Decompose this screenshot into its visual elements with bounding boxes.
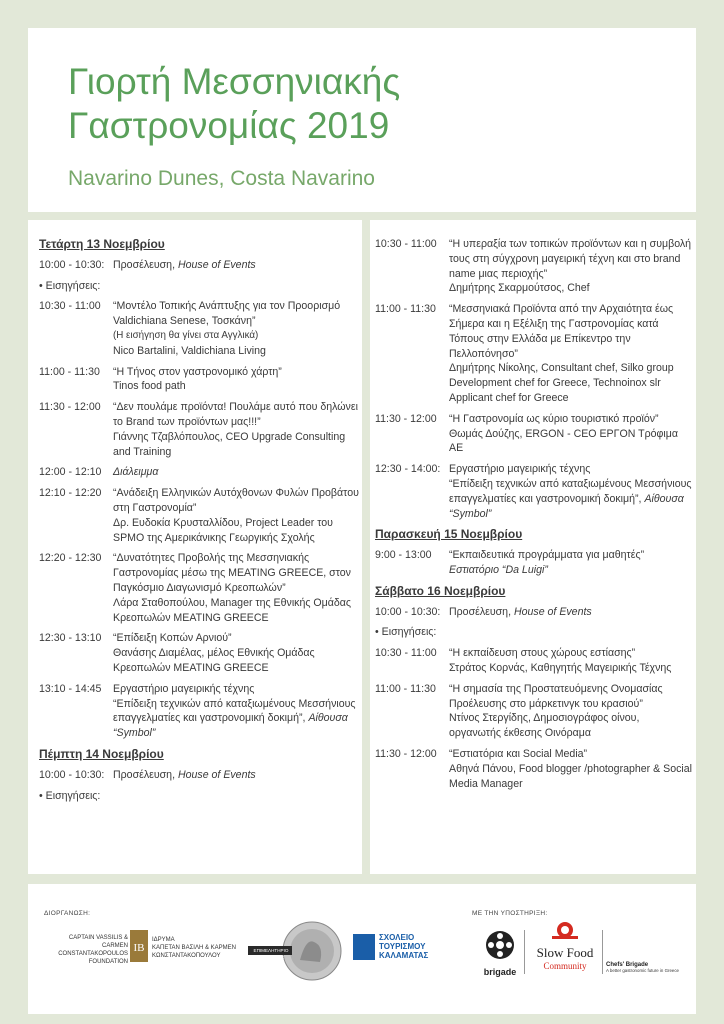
header-panel [28,28,696,212]
organizers-label: ΔΙΟΡΓΑΝΩΣΗ: [44,910,91,917]
item-time: 10:30 - 11:00 [39,300,101,313]
workshop-place: Αίθουσα “Symbol” [449,492,684,520]
item-time: 9:00 - 13:00 [375,549,432,562]
title-line-2: Γαστρονομίας 2019 [68,105,390,146]
schedule-item [375,237,693,296]
item-time: 10:30 - 11:00 [375,238,437,250]
item-text: Προσέλευση, [113,768,178,781]
talk-title: “Η σημασία της Προστατευόμενης Ονομασίας Προέλευσης στο μάρκετινγκ του κρασιού” [449,682,663,710]
talks-bullet: • Εισηγήσεις: [39,789,101,802]
workshop-title: Εργαστήριο μαγειρικής τέχνης [113,682,255,695]
brigade-logo: brigade [480,928,520,978]
talk-title: “Δυνατότητες Προβολής της Μεσσηνιακής Γαστρονομίας μέσω της MEATING GREECE, στον Παγκόσμιο Διαγωνισμό Κρεοπωλών” [113,552,351,594]
page-title [68,60,400,148]
schedule-item [39,465,359,480]
schedule-item [375,646,693,676]
talk-title: “Δεν πουλάμε προϊόντα! Πουλάμε αυτό που δηλώνει το Brand των προϊόντων μας!!!” [113,401,358,428]
schedule-item [375,412,693,456]
talk-note: (Η εισήγηση θα γίνει στα Αγγλικά) [113,329,259,341]
item-time: 11:00 - 11:30 [375,682,436,695]
schedule-item [39,682,359,741]
schedule-item [39,299,359,358]
workshop-desc: “Επίδειξη τεχνικών από καταξιωμένους Μεσσήνιους επαγγελματίες και γαστρονομική δοκιμή”, Αίθουσα “Symbol” [113,697,356,740]
item-time: 11:30 - 12:00 [375,412,437,425]
schedule-item [39,551,359,625]
talk-speaker: Tinos food path [113,380,186,393]
workshop-place: Αίθουσα “Symbol” [113,712,348,740]
item-time: 12:30 - 13:10 [39,632,102,645]
messinia-chamber-logo: ΕΠΙΜΕΛΗΤΗΡΙΟ ΜΕΣΣΗΝΙΑΣ [248,920,348,982]
talk-title: “Μεσσηνιακά Προϊόντα από την Αρχαιότητα έως Σήμερα και η Εξέλιξη της Γαστρονομίας κατά Τόπους στην Ελλάδα με Επίκεντρο την Πελλοπόνησο” [449,303,674,360]
schedule-item [375,548,693,578]
item-place: House of Events [177,258,256,271]
snail-icon [530,918,600,940]
sponsors-footer [28,884,696,1014]
constantakopoulos-foundation-logo: CAPTAIN VASSILIS & CARMEN CONSTANTAKOPOULOS FOUNDATION [58,935,128,965]
item-time: 12:20 - 12:30 [39,552,102,565]
talk-title: “Η Τήνος στον γαστρονομικό χάρτη” [113,365,282,378]
item-time: 13:10 - 14:45 [39,682,102,695]
item-time: 11:30 - 12:00 [375,747,437,760]
item-time: 11:00 - 11:30 [375,303,436,316]
schedule-item [375,682,693,741]
brigade-flower-icon [480,928,520,962]
chefs-brigade-logo: Chefs' Brigade A better gastronomic future in Greece [606,962,679,973]
schedule-item [375,747,693,791]
workshop-title: Εργαστήριο μαγειρικής τέχνης [449,463,591,476]
logo-divider [602,930,603,974]
schedule-item [39,768,359,783]
logo-divider [524,930,525,974]
tourism-school-icon [353,934,375,960]
schedule-item [39,258,359,273]
day-heading-wednesday: Τετάρτη 13 Νοεμβρίου [39,237,165,251]
item-text: Προσέλευση, [449,605,514,618]
schedule-right-panel [370,220,696,874]
talk-title: “Επίδειξη Κοπών Αρνιού” [113,632,232,645]
item-time: 12:00 - 12:10 [39,466,102,479]
talk-speaker: Δημήτρης Νίκολης, Consultant chef, Silko group Development chef for Greece, Technoinox slr Applicant chef for Greece [449,362,674,404]
talk-speaker: Nico Bartalini, Valdichiana Living [113,344,266,357]
talk-title: “Εστιατόρια και Social Media” [449,747,588,760]
schedule-left-panel [28,220,362,874]
venue-subtitle: Navarino Dunes, Costa Navarino [68,167,375,190]
schedule-item [375,605,693,620]
item-time: 10:00 - 10:30: [39,768,105,781]
schedule-item [375,462,693,521]
item-time: 10:00 - 10:30: [39,258,105,271]
talk-speaker: Αθηνά Πάνου, Food blogger /photographer & Social Media Manager [449,762,693,790]
foundation-monogram-icon [130,930,148,962]
talk-speaker: Δημήτρης Σκαρμούτσος, Chef [449,282,590,295]
schedule-item [39,400,359,459]
workshop-desc: “Επίδειξη τεχνικών από καταξιωμένους Μεσσήνιους επαγγελματίες και γαστρονομική δοκιμή”, Αίθουσα “Symbol” [449,477,692,520]
talk-title: “Μοντέλο Τοπικής Ανάπτυξης για τον Προορισμό Valdichiana Senese, Τοσκάνη” [113,300,341,328]
break-text: Διάλειμμα [113,466,159,479]
item-time: 11:00 - 11:30 [39,365,100,378]
item-time: 12:10 - 12:20 [39,487,102,500]
item-place: Εστιατόριο “Da Luigi” [449,563,548,576]
talk-speaker: Γιάννης Τζαβλόπουλος, CEO Upgrade Consulting and Training [113,430,346,458]
schedule-item [375,302,693,406]
talk-speaker: Θανάσης Διαμέλας, μέλος Εθνικής Ομάδας Κρεοπωλών MEATING GREECE [113,647,315,674]
schedule-item [39,631,359,675]
talk-speaker: Ντίνος Στεργίδης, Δημοσιογράφος οίνου, οργανωτής έκθεσης Οινόραμα [449,712,640,740]
item-place: House of Events [513,605,592,618]
item-time: 12:30 - 14:00: [375,463,441,476]
talks-bullet: • Εισηγήσεις: [39,279,101,292]
talk-title: “Ανάδειξη Ελληνικών Αυτόχθονων Φυλών Προβάτου στη Γαστρονομία” [113,487,359,514]
item-time: 11:30 - 12:00 [39,401,101,414]
talk-title: “Εκπαιδευτικά προγράμματα για μαθητές” [449,549,645,562]
schedule-item [39,365,359,395]
talks-bullet: • Εισηγήσεις: [375,626,437,639]
talk-speaker: Θωμάς Δούζης, ERGON - CEO ΕΡΓΟΝ Τρόφιμα ΑΕ [449,427,678,455]
item-place: House of Events [177,768,256,781]
talk-speaker: Δρ. Ευδοκία Κρυσταλλίδου, Project Leader του SPMO της Αμερικάνικης Γεωργικής Σχολής [113,516,333,544]
talk-speaker: Στράτος Κορνάς, Καθηγητής Μαγειρικής Τέχνης [449,661,672,674]
schedule-item [39,486,359,545]
day-heading-friday: Παρασκευή 15 Νοεμβρίου [375,527,523,542]
title-line-1: Γιορτή Μεσσηνιακής [68,61,401,102]
talk-title: “Η υπεραξία των τοπικών προϊόντων και η συμβολή τους στη σύγχρονη μαγειρική τέχνη και στο brand name μιας περιοχής” [449,238,692,280]
item-time: 10:30 - 11:00 [375,647,437,660]
svg-text:IB: IB [133,942,145,954]
day-heading-saturday: Σάββατο 16 Νοεμβρίου [375,583,506,598]
talk-title: “Η Γαστρονομία ως κύριο τουριστικό προϊόν” [449,412,659,425]
supporters-label: ΜΕ ΤΗΝ ΥΠΟΣΤΗΡΙΞΗ: [472,910,548,917]
slow-food-logo: Slow Food Community [530,918,600,984]
day-heading-thursday: Πέμπτη 14 Νοεμβρίου [39,746,164,761]
item-text: Προσέλευση, [113,258,178,271]
foundation-greek-logo: ΙΔΡΥΜΑ ΚΑΠΕΤΑΝ ΒΑΣΙΛΗ & ΚΑΡΜΕΝ ΚΩΝΣΤΑΝΤΑΚΟΠΟΥΛΟΥ [152,937,236,959]
item-time: 10:00 - 10:30: [375,605,441,618]
talk-speaker: Λάρα Σταθοπούλου, Manager της Εθνικής Ομάδας Κρεοπωλών MEATING GREECE [113,596,352,624]
tourism-school-logo: ΣΧΟΛΕΙΟ ΤΟΥΡΙΣΜΟΥ ΚΑΛΑΜΑΤΑΣ [379,933,429,960]
talk-title: “Η εκπαίδευση στους χώρους εστίασης” [449,647,636,660]
